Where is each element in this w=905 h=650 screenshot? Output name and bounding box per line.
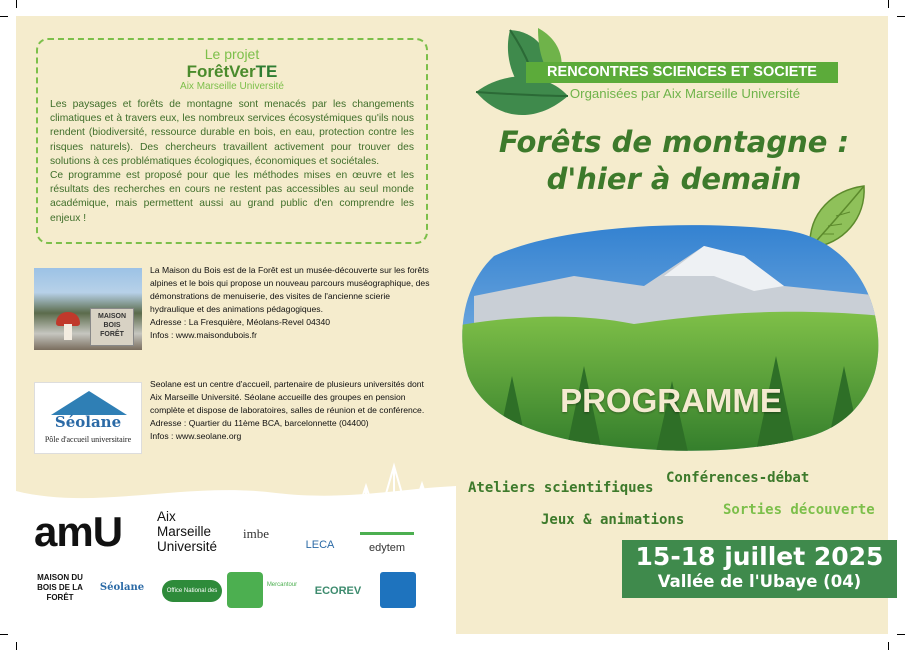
- activity-conferences: Conférences-débat: [666, 470, 810, 486]
- amu-logo: amU: [34, 508, 123, 555]
- project-university: Aix Marseille Université: [180, 81, 284, 92]
- project-box: [36, 38, 428, 244]
- event-date-band: [622, 540, 897, 598]
- maison-address: Adresse : La Fresquière, Méolans-Revel 04340: [150, 317, 331, 327]
- title-line-2: d'hier à demain: [546, 162, 802, 196]
- amu-line: Université: [157, 539, 218, 554]
- crop-mark: [16, 0, 17, 8]
- seolane-description: Seolane est un centre d'accueil, partenaire de plusieurs universités dont Aix Marseille Université. Séolane accueille des groupes en pension complète et dispose de laboratoires, salles de réunion et de conférence.: [150, 379, 425, 415]
- project-paragraph-2: Ce programme est proposé pour que les méthodes mises en œuvre et les résultats des recherches en cours ne restent pas accessibles au seul monde académique, mais permettent aussi au grand public d'en comprendre les enjeux !: [50, 170, 414, 224]
- maison-du-bois-photo: [34, 268, 142, 350]
- crop-mark: [0, 16, 8, 17]
- mercantour-logo: Mercantour: [266, 582, 298, 588]
- amu-logo-text: [157, 509, 217, 554]
- maison-du-bois-info: [150, 264, 435, 342]
- project-name-part2: TE: [255, 62, 278, 81]
- seolane-address: Adresse : Quartier du 11ème BCA, barcelonnette (04400): [150, 418, 369, 428]
- crop-mark: [0, 634, 8, 635]
- tree-logo-icon: [380, 572, 416, 608]
- seolane-small-logo: Séolane: [99, 582, 145, 593]
- amu-line: Marseille: [157, 524, 212, 539]
- activity-ateliers: Ateliers scientifiques: [468, 480, 654, 496]
- maison-link[interactable]: Infos : www.maisondubois.fr: [150, 330, 257, 340]
- seolane-logo-sub: Pôle d'accueil universitaire: [44, 435, 132, 444]
- maison-sign: MAISON BOIS FORÊT: [90, 308, 134, 346]
- amu-line: Aix: [157, 509, 176, 524]
- project-name: [50, 62, 414, 81]
- project-paragraph-1: Les paysages et forêts de montagne sont menacés par les changements climatiques et à travers eux, les nombreux services écosystémiques qu'ils nous rendent (biodiversité, ressource durable en bois, en eau, protection contre les risques naturels). Des chercheurs travaillent activement pour trouver des solutions à ces problématiques écologiques, économiques et sociétales.: [50, 99, 414, 167]
- brochure-page: [16, 16, 888, 634]
- activity-sorties: Sorties découverte: [723, 502, 875, 518]
- crop-mark: [888, 0, 889, 8]
- maison-description: La Maison du Bois est de la Forêt est un musée-découverte sur les forêts alpines et le bois qui propose un nouveau parcours muséographique, des démonstrations de menuiserie, des visites de l'ancienne scierie hydraulique et des animations pédagogiques.: [150, 265, 430, 314]
- mountain-forest-photo: [454, 216, 882, 461]
- project-subtitle: Le projet: [204, 46, 260, 62]
- crop-mark: [888, 642, 889, 650]
- mountain-icon: [51, 391, 127, 415]
- maison-du-bois-logo: MAISON DU BOIS DE LA FORÊT: [37, 573, 83, 602]
- crop-mark: [897, 16, 905, 17]
- leca-logo: LECA: [292, 534, 348, 556]
- event-dates: 15-18 juillet 2025: [635, 542, 884, 571]
- crop-mark: [897, 634, 905, 635]
- onf-logo: Office National des Forêts: [162, 580, 222, 602]
- seolane-logo: [34, 382, 142, 454]
- programme-label: PROGRAMME: [560, 382, 782, 419]
- imbe-logo: imbe: [232, 526, 280, 564]
- seolane-info: [150, 378, 435, 443]
- mercantour-icon: [227, 572, 263, 608]
- tree-outline-icon: [346, 456, 441, 526]
- seolane-link[interactable]: Infos : www.seolane.org: [150, 431, 242, 441]
- mushroom-stem: [64, 324, 72, 340]
- activity-jeux: Jeux & animations: [541, 512, 685, 528]
- event-place: Vallée de l'Ubaye (04): [657, 572, 862, 591]
- crop-mark: [16, 642, 17, 650]
- project-name-part1: ForêtVer: [186, 62, 256, 81]
- header-band: RENCONTRES SCIENCES ET SOCIETE: [526, 62, 838, 83]
- ecorev-logo: ECOREV: [306, 576, 370, 606]
- seolane-logo-name: Séolane: [54, 413, 122, 431]
- header-organizer: Organisées par Aix Marseille Université: [569, 86, 801, 101]
- edytem-logo: edytem: [360, 532, 414, 558]
- title-line-1: Forêts de montagne :: [498, 125, 850, 159]
